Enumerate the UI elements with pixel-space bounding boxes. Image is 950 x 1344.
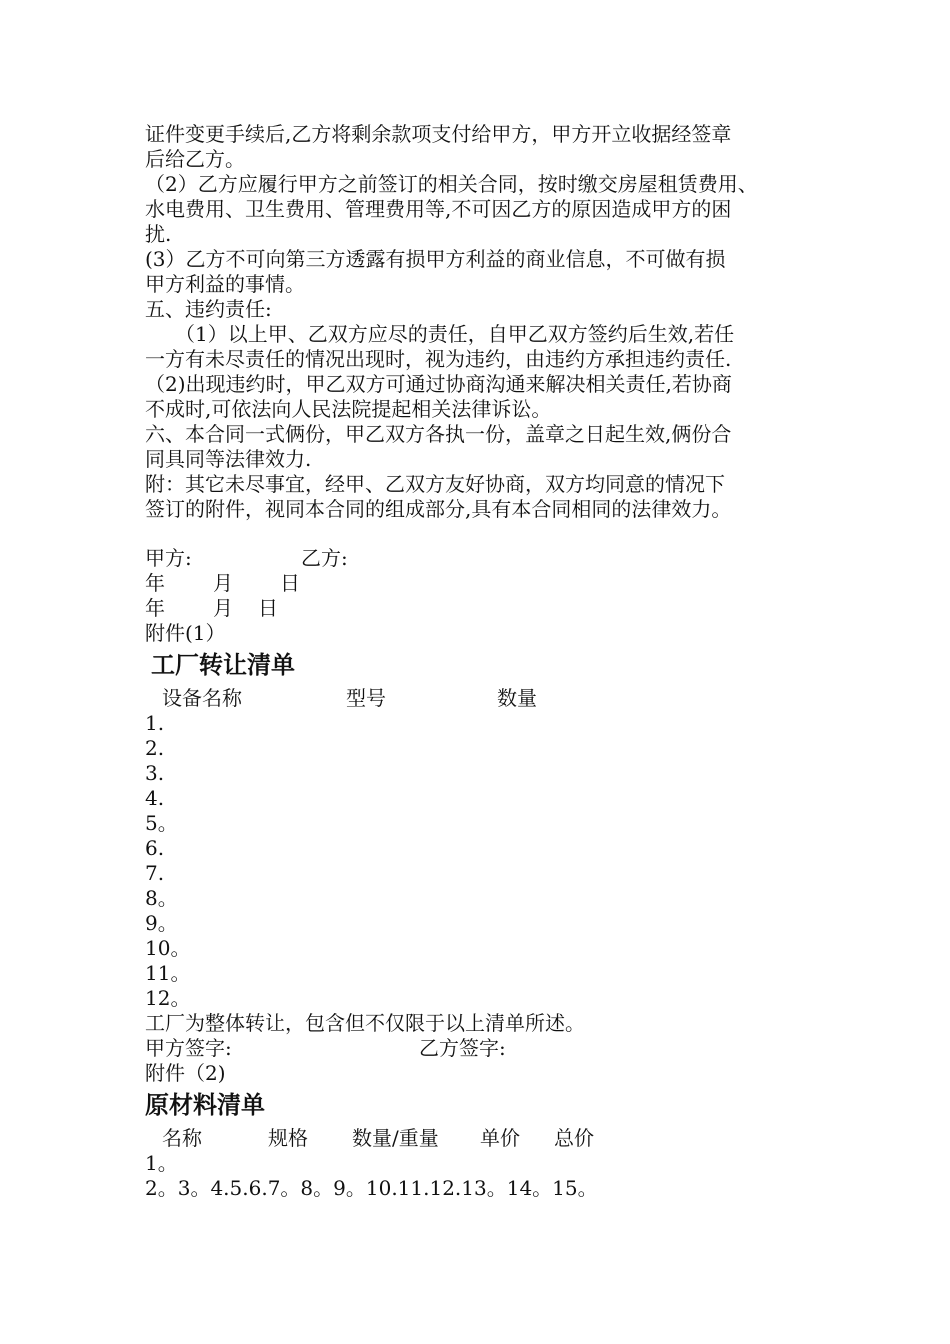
attachment-1-title: 工厂转让清单	[151, 651, 295, 679]
equipment-list	[145, 711, 835, 1011]
list-item: 3.	[145, 761, 165, 785]
paragraph-line: 证件变更手续后,乙方将剩余款项支付给甲方，甲方开立收据经签章	[145, 122, 732, 146]
party-a-signature-label: 甲方签字:	[145, 1036, 232, 1060]
date-year: 年	[145, 596, 165, 620]
header-quantity-weight: 数量/重量	[352, 1126, 439, 1150]
date-line	[145, 571, 835, 596]
date-day: 日	[280, 571, 300, 595]
header-name: 名称	[162, 1126, 202, 1150]
signature-line	[145, 1036, 835, 1061]
paragraph-line: 不成时,可依法向人民法院提起相关法律诉讼。	[145, 397, 552, 421]
paragraph-line: 甲方利益的事情。	[145, 272, 305, 296]
party-a-label: 甲方:	[145, 546, 192, 570]
date-year: 年	[145, 571, 165, 595]
list-item: 6.	[145, 836, 165, 860]
date-month: 月	[213, 571, 233, 595]
document-page	[145, 122, 835, 1201]
paragraph-line: 扰.	[145, 222, 172, 246]
paragraph-line: 签订的附件，视同本合同的组成部分,具有本合同相同的法律效力。	[145, 497, 732, 521]
header-total-price: 总价	[554, 1126, 594, 1150]
list-item: 5。	[145, 811, 178, 835]
paragraph-line: 后给乙方。	[145, 147, 245, 171]
list-item: 9。	[145, 911, 178, 935]
date-line	[145, 596, 835, 621]
list-item: 7.	[145, 861, 165, 885]
party-b-signature-label: 乙方签字:	[419, 1036, 506, 1060]
paragraph-line: 六、本合同一式俩份，甲乙双方各执一份，盖章之日起生效,俩份合	[145, 422, 732, 446]
list-item: 1。	[145, 1151, 178, 1175]
list-item: 11。	[145, 961, 191, 985]
paragraph-line: 附：其它未尽事宜，经甲、乙双方友好协商，双方均同意的情况下	[145, 472, 725, 496]
party-b-label: 乙方:	[301, 546, 348, 570]
paragraph-line: 同具同等法律效力.	[145, 447, 312, 471]
list-item: 12。	[145, 986, 191, 1010]
header-spec: 规格	[268, 1126, 308, 1150]
attachment-1-label: 附件(1）	[145, 621, 226, 645]
transfer-note: 工厂为整体转让，包含但不仅限于以上清单所述。	[145, 1011, 585, 1035]
date-day: 日	[258, 596, 278, 620]
list-item: 2。3。4.5.6.7。8。9。10.11.12.13。14。15。	[145, 1176, 598, 1200]
list-item: 4.	[145, 786, 165, 810]
section-heading-breach: 五、违约责任:	[145, 297, 272, 321]
paragraph-line: 水电费用、卫生费用、管理费用等,不可因乙方的原因造成甲方的困	[145, 197, 732, 221]
paragraph-line: （2)出现违约时，甲乙双方可通过协商沟通来解决相关责任,若协商	[145, 372, 732, 396]
paragraph-line: (3）乙方不可向第三方透露有损甲方利益的商业信息，不可做有损	[145, 247, 726, 271]
equipment-table-header	[145, 686, 835, 711]
attachment-2-title: 原材料清单	[145, 1091, 265, 1119]
paragraph-line: 一方有未尽责任的情况出现时，视为违约，由违约方承担违约责任.	[145, 347, 732, 371]
material-table-header	[145, 1126, 835, 1151]
header-quantity: 数量	[497, 686, 537, 710]
list-item: 8。	[145, 886, 178, 910]
paragraph-line: （1）以上甲、乙双方应尽的责任，自甲乙双方签约后生效,若任	[175, 322, 735, 346]
header-unit-price: 单价	[480, 1126, 520, 1150]
header-equipment-name: 设备名称	[162, 686, 242, 710]
date-month: 月	[213, 596, 233, 620]
signature-parties	[145, 546, 835, 571]
attachment-2-label: 附件（2)	[145, 1061, 226, 1085]
header-model: 型号	[346, 686, 386, 710]
paragraph-line: （2）乙方应履行甲方之前签订的相关合同，按时缴交房屋租赁费用、	[145, 172, 758, 196]
list-item: 2.	[145, 736, 165, 760]
list-item: 10。	[145, 936, 191, 960]
list-item: 1.	[145, 711, 165, 735]
